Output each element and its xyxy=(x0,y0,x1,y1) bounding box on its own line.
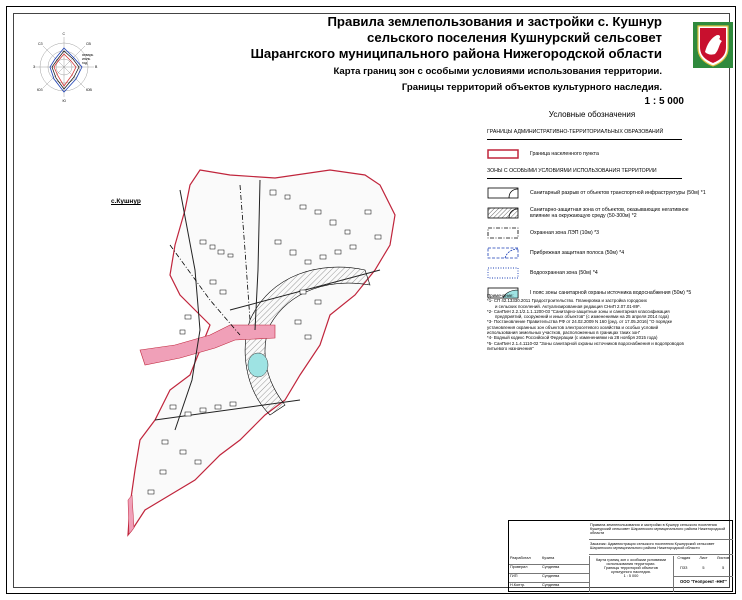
sheet-label: Лист xyxy=(699,556,708,560)
legend-label: Водоохранная зона (50м) *4 xyxy=(530,269,598,276)
legend-title: Условные обозначения xyxy=(548,110,636,119)
note-line: *5- СанПиН 2.1.4.1110-02 "Зоны санитарной охраны источников водоснабжения и водопроводов xyxy=(487,340,684,346)
subtitle-line-2: Границы территорий объектов культурного наследия. xyxy=(401,82,662,93)
sanitary-protection-zone-symbol xyxy=(487,207,519,219)
stamp-name: Кузина xyxy=(542,556,555,560)
subtitle-line-1: Карта границ зон с особыми условиями использования территории. xyxy=(333,66,662,77)
stamp-description xyxy=(589,522,733,540)
stamp-desc-line: Кушнурский сельсовет Шарангского муниципального района Нижегородской области xyxy=(590,527,726,535)
legend-section-zones: ЗОНЫ С ОСОБЫМИ УСЛОВИЯМИ ИСПОЛЬЗОВАНИЯ ТЕРРИТОРИИ xyxy=(487,168,657,174)
stamp-role: Н.Контр. xyxy=(510,583,526,587)
title-line-2: сельского поселения Кушнурский сельсовет xyxy=(367,30,662,45)
stamp-client-line: Заказчик: Администрация сельского поселения Кушнурский сельсовет xyxy=(590,542,715,546)
coastal-strip-symbol xyxy=(487,247,519,259)
legend-label: Прибрежная защитная полоса (50м) *4 xyxy=(530,249,625,256)
title-line-3: Шарангского муниципального района Нижегородской области xyxy=(250,46,662,61)
sheet-value: 5 xyxy=(702,566,705,570)
rose-label-e: В xyxy=(95,65,98,69)
rose-label-n: С xyxy=(62,32,66,36)
rose-label-nw: СЗ xyxy=(38,42,43,46)
water-source-zone xyxy=(248,353,268,377)
title-stamp xyxy=(508,520,733,592)
note-line: питьевого назначения" xyxy=(487,345,534,351)
legend-item xyxy=(487,183,717,203)
rose-label-se: ЮВ xyxy=(86,88,92,92)
rose-legend-year: год xyxy=(82,61,88,65)
stamp-role: ГИП xyxy=(510,574,518,578)
title-line-1: Правила землепользования и застройки с. Кушнур xyxy=(327,14,662,29)
settlement-boundary-symbol xyxy=(487,148,519,160)
legend-label: I пояс зоны санитарной охраны источника водоснабжения (50м) *5 xyxy=(530,289,692,296)
legend-label: Санитарно-защитная зона от объектов, оказывающих негативное влияние на окружающую среду (50-300м) *2 xyxy=(530,206,689,219)
stamp-desc-line: Правила землепользования и застройки в Кушнур сельского поселения xyxy=(590,523,717,527)
legend-label-settlement: Граница населенного пункта xyxy=(530,150,599,157)
legend-label: Охранная зона ЛЭП (10м) *3 xyxy=(530,229,600,236)
map-scale: 1 : 5 000 xyxy=(644,96,684,107)
legend-item xyxy=(487,243,717,263)
legend-section-boundaries: ГРАНИЦЫ АДМИНИСТРАТИВНО-ТЕРРИТОРИАЛЬНЫХ ОБРАЗОВАНИЙ xyxy=(487,129,664,135)
rose-label-s: Ю xyxy=(62,99,67,103)
water-protection-zone-symbol xyxy=(487,267,519,279)
sheets-label: Листов xyxy=(716,556,730,560)
legend-divider xyxy=(487,139,682,140)
note-line: предприятий, сооружений и иных объектов" (с изменениями на 25 апреля 2014 года) xyxy=(495,314,669,320)
rose-legend-july: июль xyxy=(82,57,91,61)
note-line: *3- Постановление Правительства РФ от 24.02.2009 N 160 (ред. от 17.05.2016) "О порядке xyxy=(487,319,673,325)
rose-legend-january: январь xyxy=(82,53,94,57)
rose-label-sw: ЮЗ xyxy=(37,88,43,92)
stamp-role-row xyxy=(509,574,589,583)
stamp-roles xyxy=(509,556,590,592)
power-line-zone-symbol xyxy=(487,227,519,239)
sheet-title-line: использования территории. xyxy=(606,562,656,566)
sheet-scale: 1 : 5 000 xyxy=(623,574,639,578)
note-line: *2- СанПиН 2.2.1/2.1.1.1200-03 "Санитарно-защитные зоны и санитарная классификация xyxy=(487,308,670,314)
title-block xyxy=(242,14,662,94)
stamp-role: Разработал xyxy=(510,556,531,560)
stamp-name: Сундеева xyxy=(542,583,560,587)
stage-label: Стадия xyxy=(677,556,691,560)
stamp-role: Проверил xyxy=(510,565,528,569)
stamp-stage-block xyxy=(674,556,733,577)
sanitary-gap-symbol xyxy=(487,187,519,199)
note-line: *4- Водный кодекс Российской Федерации (с изменениями на 28 ноября 2015 года) xyxy=(487,335,658,341)
legend-item xyxy=(487,263,717,283)
stamp-role-row xyxy=(509,565,589,574)
stamp-name: Сундеева xyxy=(542,574,560,578)
stamp-name: Сундеева xyxy=(542,565,560,569)
wind-rose-chart xyxy=(34,22,104,112)
sheet-title-line: культурного наследия. xyxy=(611,570,651,574)
notes xyxy=(487,293,707,351)
note-line: использования земельных участков, расположенных в границах таких зон" xyxy=(487,330,641,336)
legend-divider xyxy=(487,178,682,179)
note-line: *1- СП 42.13330.2011 Градостроительство. Планировка и застройка городских xyxy=(487,298,647,304)
stage-value: ПЗЗ xyxy=(680,566,688,570)
stamp-client xyxy=(589,541,733,555)
note-line: установления охранных зон объектов электросетевого хозяйства и особых условий xyxy=(487,324,659,330)
sheets-value: 5 xyxy=(722,566,725,570)
rose-label-ne: СВ xyxy=(86,42,91,46)
legend-item-settlement xyxy=(487,144,717,164)
stamp-sheet-title xyxy=(589,556,674,592)
rose-label-w: З xyxy=(33,65,36,69)
stamp-company: ООО "Геопроект -ННГ" xyxy=(679,579,728,584)
legend-item xyxy=(487,203,717,223)
settlement-map xyxy=(100,150,495,550)
coat-of-arms-icon xyxy=(693,22,733,68)
place-label: с.Кушнур xyxy=(111,198,141,205)
stamp-role-row xyxy=(509,583,589,591)
legend xyxy=(487,110,717,303)
sheet-title-line: Карта границ зон с особыми условиями xyxy=(595,558,667,562)
stamp-client-line: Шарангского муниципального района Нижегородской области xyxy=(590,546,700,550)
legend-item xyxy=(487,223,717,243)
stamp-role-row xyxy=(509,556,589,565)
sheet-title-line: Границы территорий объектов xyxy=(604,566,658,570)
note-line: и сельских поселений. Актуализированная редакция СНиП 2.07.01-89*. xyxy=(495,303,641,309)
legend-label: Санитарный разрыв от объектов транспортной инфраструктуры (50м) *1 xyxy=(530,189,706,196)
notes-heading: Примечание: xyxy=(487,293,514,298)
